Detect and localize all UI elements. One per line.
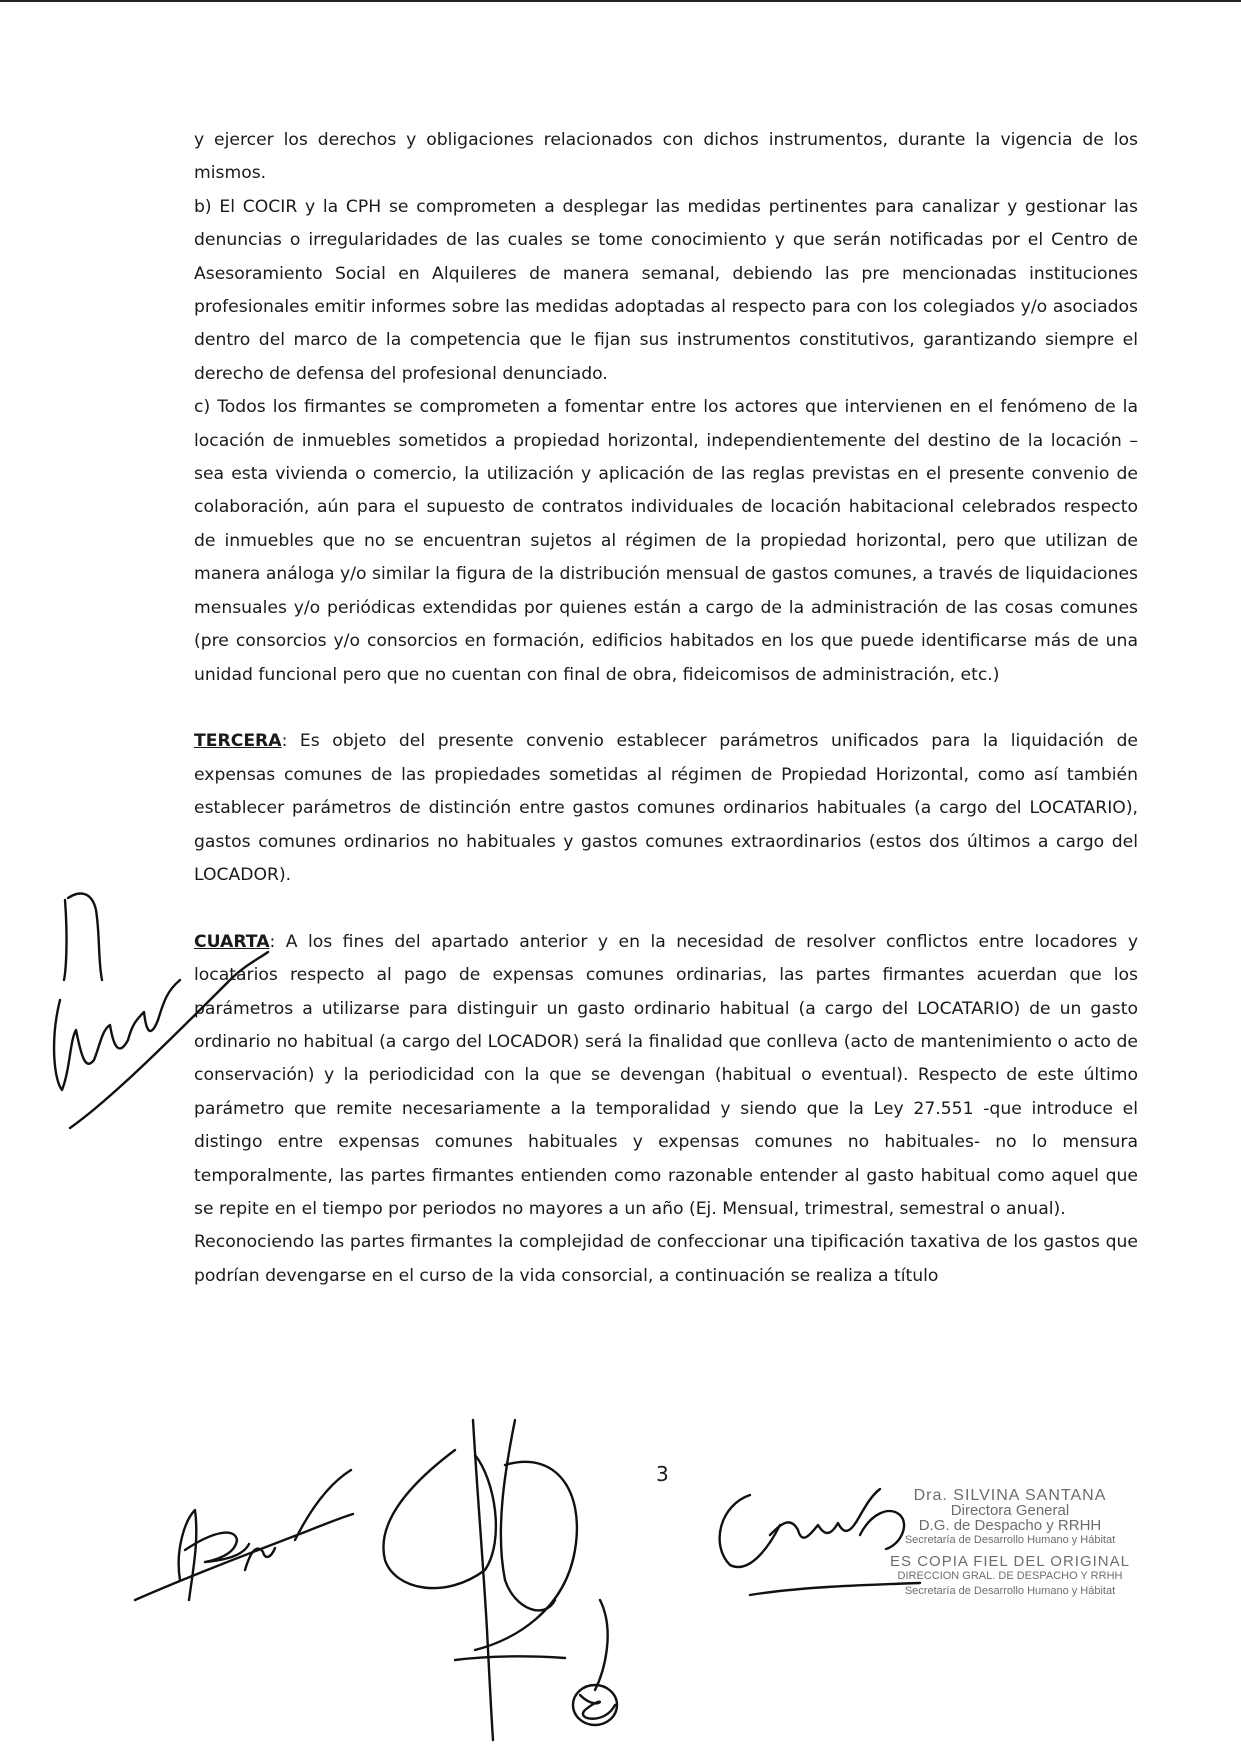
paragraph-continuation: y ejercer los derechos y obligaciones relacionados con dichos instrumentos, durante la vigencia de los mismos. [194, 130, 1138, 184]
page-number: 3 [656, 1462, 669, 1486]
bottom-middle-signature [355, 1410, 655, 1750]
top-rule [0, 0, 1241, 2]
stamp-direccion: DIRECCION GRAL. DE DESPACHO Y RRHH [897, 1570, 1123, 1582]
stamp-role: Directora General [950, 1502, 1070, 1519]
bottom-left-signature [125, 1460, 355, 1620]
document-body [194, 124, 1138, 1293]
official-stamp [880, 1488, 1140, 1599]
stamp-secretaria-2: Secretaría de Desarrollo Humano y Hábitat [904, 1585, 1116, 1597]
stamp-secretaria: Secretaría de Desarrollo Humano y Hábitat [904, 1534, 1116, 1546]
clause-tercera [194, 725, 1138, 892]
stamp-name: Dra. SILVINA SANTANA [913, 1487, 1107, 1504]
clause-cuarta-title: CUARTA [194, 931, 270, 952]
paragraph-b: b) El COCIR y la CPH se comprometen a desplegar las medidas pertinentes para canalizar y gestionar las denuncias o irregularidades de las cuales se tome conocimiento y que serán notificadas por el Centro de Asesoramiento Social en Alquileres de manera semanal, debiendo las pre mencionadas instituciones profesionales emitir informes sobre las medidas adoptadas al respecto para con los colegiados y/o asociados dentro del marco de la competencia que le fijan sus instrumentos constitutivos, garantizando siempre el derecho de defensa del profesional denunciado. [194, 196, 1138, 384]
clause-cuarta [194, 926, 1138, 1227]
paragraph-final: Reconociendo las partes firmantes la complejidad de confeccionar una tipificación taxativa de los gastos que podrían devengarse en el curso de la vida consorcial, a continuación se realiza a título [194, 1232, 1138, 1286]
clause-tercera-title: TERCERA [194, 731, 282, 752]
stamp-department: D.G. de Despacho y RRHH [918, 1517, 1102, 1534]
clause-cuarta-text: : A los fines del apartado anterior y en la necesidad de resolver conflictos entre locadores y locatarios respecto al pago de expensas comunes ordinarias, las partes firmantes acuerdan que los parámetros a utilizarse para distinguir un gasto ordinario habitual (a cargo del LOCATARIO) de un gasto ordinario no habitual (a cargo del LOCADOR) será la finalidad que conlleva (acto de mantenimiento o acto de conservación) y la periodicidad con la que se devengan (habitual o eventual). Respecto de este último parámetro que remite necesariamente a la temporalidad y siendo que la Ley 27.551 -que introduce el distingo entre expensas comunes habituales y expensas comunes no habituales- no lo mensura temporalmente, las partes firmantes entienden como razonable entender al gasto habitual como aquel que se repite en el tiempo por periodos no mayores a un año (Ej. Mensual, trimestral, semestral o anual). [194, 931, 1138, 1219]
paragraph-c: c) Todos los firmantes se comprometen a fomentar entre los actores que intervienen en el fenómeno de la locación de inmuebles sometidos a propiedad horizontal, independientemente del destino de la locación –sea esta vivienda o comercio, la utilización y aplicación de las reglas previstas en el presente convenio de colaboración, aún para el supuesto de contratos individuales de locación habitacional celebrados respecto de inmuebles que no se encuentran sujetos al régimen de la propiedad horizontal, pero que utilizan de manera análoga y/o similar la figura de la distribución mensual de gastos comunes, a través de liquidaciones mensuales y/o periódicas extendidas por quienes están a cargo de la administración de las cosas comunes (pre consorcios y/o consorcios en formación, edificios habitados en los que puede identificarse más de una unidad funcional pero que no cuentan con final de obra, fideicomisos de administración, etc.) [194, 397, 1138, 685]
stamp-copy-notice: ES COPIA FIEL DEL ORIGINAL [890, 1553, 1130, 1570]
clause-tercera-text: : Es objeto del presente convenio establecer parámetros unificados para la liquidación de expensas comunes de las propiedades sometidas al régimen de Propiedad Horizontal, como así también establecer parámetros de distinción entre gastos comunes ordinarios habituales (a cargo del LOCATARIO), gastos comunes ordinarios no habituales y gastos comunes extraordinarios (estos dos últimos a cargo del LOCADOR). [194, 731, 1138, 885]
margin-signature [40, 880, 270, 1140]
